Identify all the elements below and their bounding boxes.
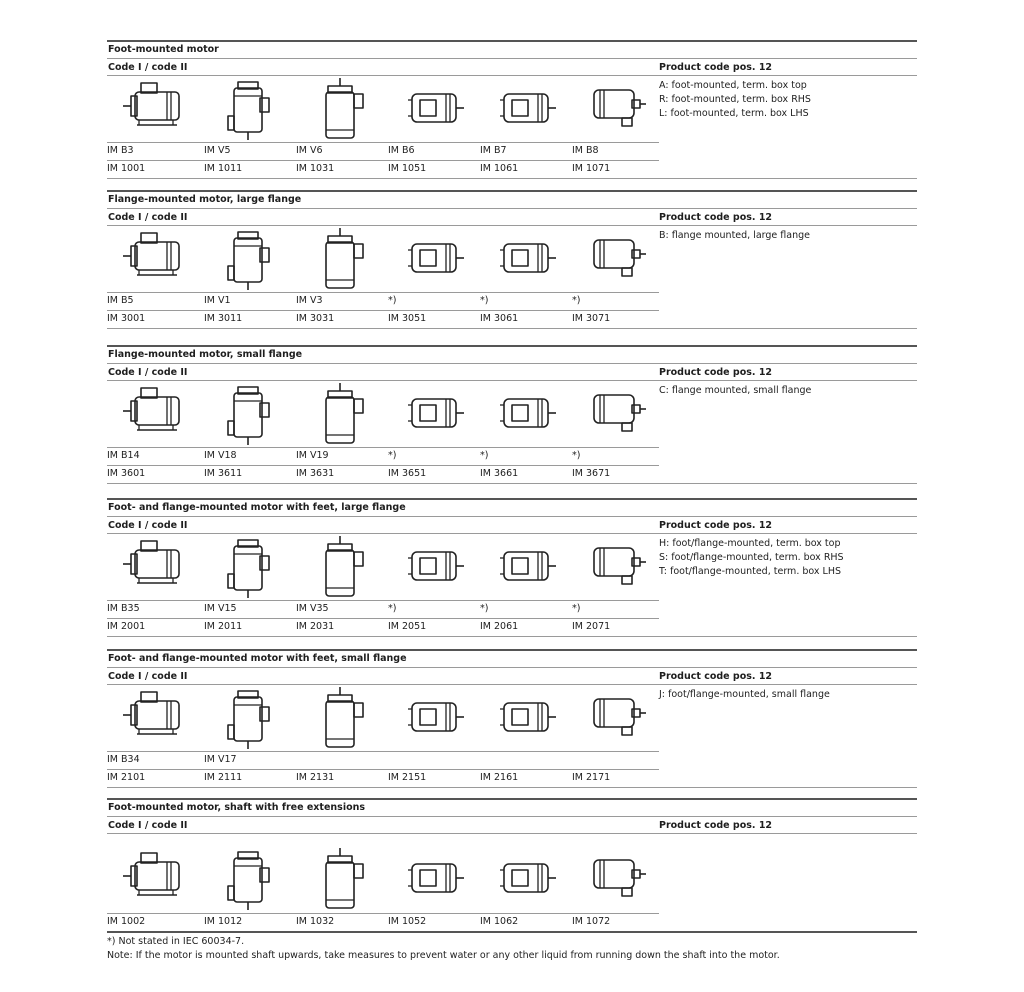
motor-wall-mounted-icon [398, 685, 470, 751]
code2-label: IM 3011 [204, 313, 243, 324]
motor-ceiling-mounted-icon [582, 685, 654, 751]
code2-label: IM 3601 [107, 468, 146, 479]
code2-label: IM 3071 [572, 313, 611, 324]
code-row-rule [107, 465, 659, 466]
code-header: Code I / code II [108, 820, 188, 831]
code1-label: IM V5 [204, 145, 231, 156]
section-title: Foot- and flange-mounted motor with feet, large flange [108, 502, 406, 513]
product-code-description: B: flange mounted, large flange [659, 230, 811, 241]
motor-wall-mounted-icon [398, 226, 470, 292]
code1-label: *) [480, 450, 489, 461]
motor-ceiling-mounted-icon [582, 76, 654, 142]
product-code-description: R: foot-mounted, term. box RHS [659, 94, 811, 105]
code1-label: IM B5 [107, 295, 134, 306]
code1-label: IM V1 [204, 295, 231, 306]
code2-label: IM 2161 [480, 772, 519, 783]
motor-vertical-shaft-down-icon [214, 226, 286, 292]
code1-label: IM B6 [388, 145, 415, 156]
code2-label: IM 3611 [204, 468, 243, 479]
code2-label: IM 3001 [107, 313, 146, 324]
section-1 [107, 190, 917, 340]
motor-vertical-shaft-up-icon [306, 381, 378, 447]
code2-label: IM 1012 [204, 916, 243, 927]
section-5 [107, 798, 917, 948]
code2-label: IM 1061 [480, 163, 519, 174]
product-code-header: Product code pos. 12 [659, 367, 773, 378]
code2-label: IM 1072 [572, 916, 611, 927]
code1-label: IM V18 [204, 450, 237, 461]
code2-label: IM 2151 [388, 772, 427, 783]
code-header: Code I / code II [108, 520, 188, 531]
code2-label: IM 1031 [296, 163, 335, 174]
code-header: Code I / code II [108, 367, 188, 378]
code-row-rule [107, 618, 659, 619]
code1-label: *) [388, 295, 397, 306]
section-title: Flange-mounted motor, small flange [108, 349, 303, 360]
motor-horizontal-icon [117, 534, 189, 600]
product-code-description: J: foot/flange-mounted, small flange [659, 689, 830, 700]
title-rule [107, 516, 917, 517]
section-top-rule [107, 798, 917, 800]
section-title: Flange-mounted motor, large flange [108, 194, 302, 205]
code1-label: IM V15 [204, 603, 237, 614]
product-code-descriptions [659, 537, 844, 579]
product-code-header: Product code pos. 12 [659, 520, 773, 531]
code-header: Code I / code II [108, 671, 188, 682]
product-code-header: Product code pos. 12 [659, 62, 773, 73]
title-rule [107, 58, 917, 59]
code1-label: IM V3 [296, 295, 323, 306]
code2-label: IM 2061 [480, 621, 519, 632]
code-header: Code I / code II [108, 62, 188, 73]
product-code-header: Product code pos. 12 [659, 212, 773, 223]
product-code-description: T: foot/flange-mounted, term. box LHS [659, 566, 842, 577]
code1-label: *) [388, 450, 397, 461]
code2-label: IM 1062 [480, 916, 519, 927]
code1-label: *) [480, 295, 489, 306]
motor-vertical-shaft-up-icon [306, 534, 378, 600]
code2-label: IM 2171 [572, 772, 611, 783]
motor-vertical-shaft-down-icon [214, 685, 286, 751]
section-3 [107, 498, 917, 648]
code2-label: IM 1001 [107, 163, 146, 174]
motor-wall-mounted-icon [398, 381, 470, 447]
motor-wall-mounted-icon [490, 534, 562, 600]
motor-horizontal-icon [117, 381, 189, 447]
code1-label: IM V19 [296, 450, 329, 461]
section-bottom-rule [107, 931, 917, 933]
product-code-description: S: foot/flange-mounted, term. box RHS [659, 552, 844, 563]
product-code-description: H: foot/flange-mounted, term. box top [659, 538, 841, 549]
code1-label: IM B14 [107, 450, 140, 461]
motor-wall-mounted-icon [490, 685, 562, 751]
title-rule [107, 208, 917, 209]
motor-ceiling-mounted-icon [582, 846, 654, 912]
code2-label: IM 3061 [480, 313, 519, 324]
code1-label: IM V35 [296, 603, 329, 614]
code2-label: IM 3651 [388, 468, 427, 479]
motor-vertical-shaft-up-icon [306, 846, 378, 912]
code1-label: IM B8 [572, 145, 599, 156]
code2-label: IM 2111 [204, 772, 243, 783]
motor-vertical-shaft-up-icon [306, 226, 378, 292]
icon-row-rule [107, 142, 659, 143]
section-bottom-rule [107, 328, 917, 329]
section-title: Foot- and flange-mounted motor with feet, small flange [108, 653, 407, 664]
section-bottom-rule [107, 636, 917, 637]
title-rule [107, 363, 917, 364]
code1-label: IM B7 [480, 145, 507, 156]
title-rule [107, 667, 917, 668]
motor-wall-mounted-icon [398, 846, 470, 912]
code1-label: *) [480, 603, 489, 614]
code2-label: IM 3051 [388, 313, 427, 324]
code2-label: IM 2131 [296, 772, 335, 783]
section-top-rule [107, 649, 917, 651]
product-code-descriptions [659, 79, 811, 121]
code2-label: IM 3661 [480, 468, 519, 479]
motor-vertical-shaft-down-icon [214, 76, 286, 142]
section-4 [107, 649, 917, 799]
motor-vertical-shaft-down-icon [214, 534, 286, 600]
motor-horizontal-icon [117, 76, 189, 142]
section-top-rule [107, 190, 917, 192]
code2-label: IM 2071 [572, 621, 611, 632]
section-title: Foot-mounted motor [108, 44, 219, 55]
section-bottom-rule [107, 178, 917, 179]
motor-wall-mounted-icon [490, 846, 562, 912]
motor-ceiling-mounted-icon [582, 534, 654, 600]
code2-label: IM 1002 [107, 916, 146, 927]
title-rule [107, 816, 917, 817]
motor-vertical-shaft-down-icon [214, 846, 286, 912]
motor-wall-mounted-icon [398, 534, 470, 600]
code1-label: IM V17 [204, 754, 237, 765]
section-0 [107, 40, 917, 190]
code1-label: IM V6 [296, 145, 323, 156]
section-top-rule [107, 498, 917, 500]
code2-label: IM 1071 [572, 163, 611, 174]
footnote-not-stated: *) Not stated in IEC 60034-7. [107, 936, 245, 947]
section-bottom-rule [107, 787, 917, 788]
code2-label: IM 1032 [296, 916, 335, 927]
code2-label: IM 1011 [204, 163, 243, 174]
motor-wall-mounted-icon [398, 76, 470, 142]
code1-label: *) [572, 450, 581, 461]
code2-label: IM 2031 [296, 621, 335, 632]
product-code-description: C: flange mounted, small flange [659, 385, 812, 396]
motor-wall-mounted-icon [490, 76, 562, 142]
product-code-description: A: foot-mounted, term. box top [659, 80, 807, 91]
product-code-description: L: foot-mounted, term. box LHS [659, 108, 809, 119]
motor-vertical-shaft-down-icon [214, 381, 286, 447]
code1-label: *) [388, 603, 397, 614]
product-code-descriptions [659, 688, 830, 702]
icon-row-rule [107, 600, 659, 601]
code-row-rule [107, 769, 659, 770]
product-code-descriptions [659, 229, 810, 243]
code1-label: *) [572, 603, 581, 614]
section-top-rule [107, 345, 917, 347]
code2-label: IM 3671 [572, 468, 611, 479]
motor-horizontal-icon [117, 226, 189, 292]
icon-row-rule [107, 292, 659, 293]
code1-label: IM B35 [107, 603, 140, 614]
code1-label: IM B34 [107, 754, 140, 765]
motor-horizontal-icon [117, 685, 189, 751]
section-2 [107, 345, 917, 495]
motor-wall-mounted-icon [490, 226, 562, 292]
motor-ceiling-mounted-icon [582, 381, 654, 447]
footer-notes [107, 935, 780, 963]
motor-vertical-shaft-up-icon [306, 685, 378, 751]
code2-label: IM 3631 [296, 468, 335, 479]
motor-ceiling-mounted-icon [582, 226, 654, 292]
code2-label: IM 2101 [107, 772, 146, 783]
motor-horizontal-icon [117, 846, 189, 912]
product-code-descriptions [659, 384, 811, 398]
footnote-shaft-upwards: Note: If the motor is mounted shaft upwards, take measures to prevent water or any other liquid from running down the shaft into the motor. [107, 950, 780, 961]
code2-label: IM 2051 [388, 621, 427, 632]
code-row-rule [107, 160, 659, 161]
motor-vertical-shaft-up-icon [306, 76, 378, 142]
header-rule [107, 833, 917, 834]
motor-wall-mounted-icon [490, 381, 562, 447]
code-row-rule [107, 310, 659, 311]
code2-label: IM 2011 [204, 621, 243, 632]
code2-label: IM 1052 [388, 916, 427, 927]
section-title: Foot-mounted motor, shaft with free extensions [108, 802, 366, 813]
product-code-header: Product code pos. 12 [659, 671, 773, 682]
code1-label: IM B3 [107, 145, 134, 156]
code2-label: IM 1051 [388, 163, 427, 174]
section-top-rule [107, 40, 917, 42]
section-bottom-rule [107, 483, 917, 484]
icon-row-rule [107, 913, 659, 914]
code-header: Code I / code II [108, 212, 188, 223]
icon-row-rule [107, 751, 659, 752]
icon-row-rule [107, 447, 659, 448]
code2-label: IM 2001 [107, 621, 146, 632]
product-code-header: Product code pos. 12 [659, 820, 773, 831]
code1-label: *) [572, 295, 581, 306]
code2-label: IM 3031 [296, 313, 335, 324]
